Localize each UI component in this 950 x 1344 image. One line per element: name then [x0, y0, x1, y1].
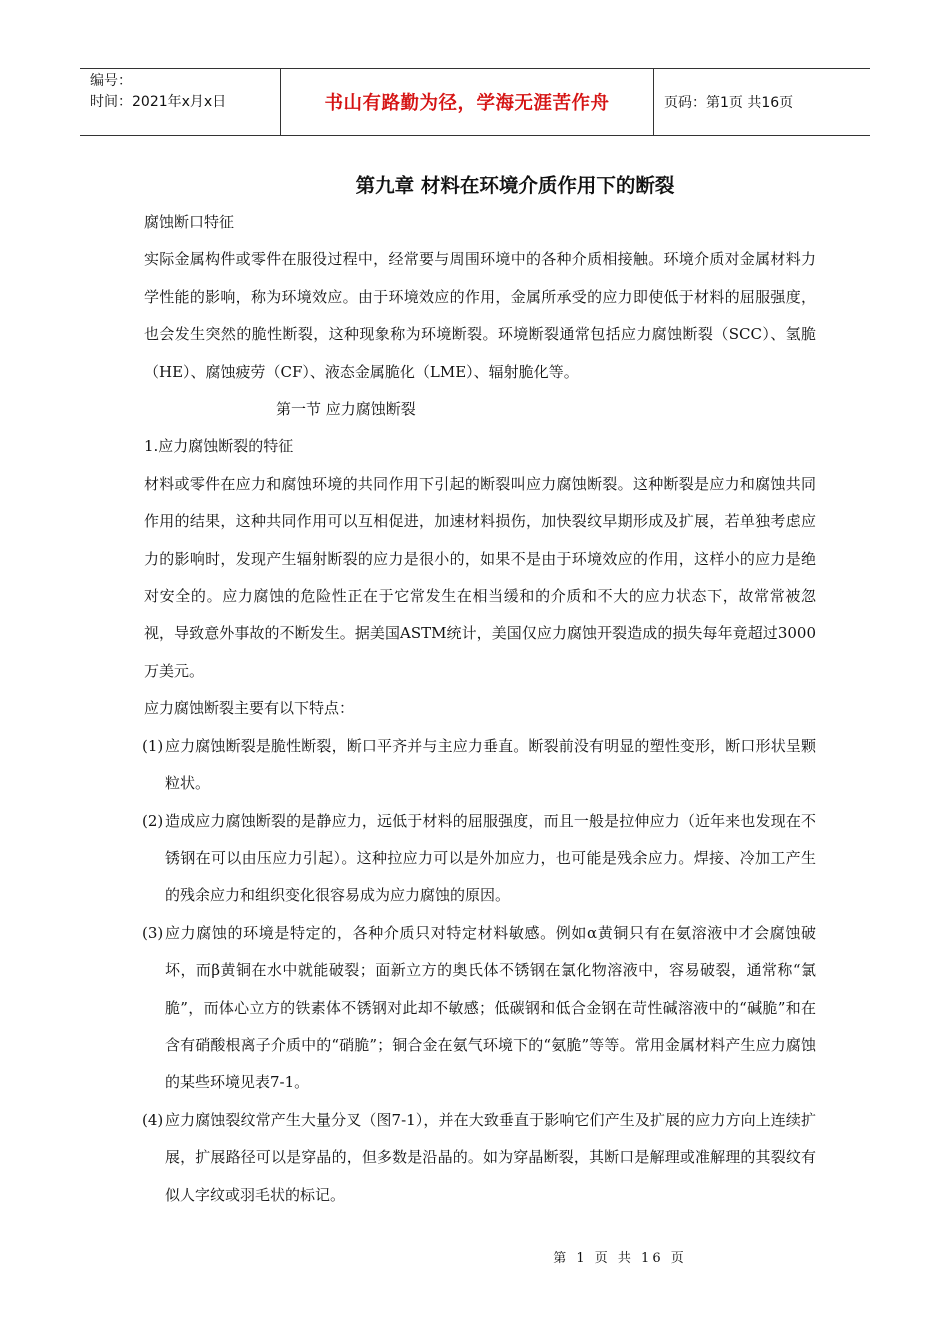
list-item [142, 1102, 816, 1214]
chapter-title: 第九章 材料在环境介质作用下的断裂 [355, 174, 675, 197]
document-body [144, 204, 816, 1214]
intro-paragraph: 实际金属构件或零件在服役过程中，经常要与周围环境中的各种介质相接触。环境介质对金属材料力学性能的影响，称为环境效应。由于环境效应的作用，金属所承受的应力即使低于材料的屈服强度，也会发生突然的脆性断裂，这种现象称为环境断裂。环境断裂通常包括应力腐蚀断裂（SCC）、氢脆（HE）、腐蚀疲劳（CF）、液态金属脆化（LME）、辐射脆化等。 [144, 250, 816, 381]
page-info: 页码：第1页 共16页 [664, 95, 794, 111]
list-item-text: 造成应力腐蚀断裂的是静应力，远低于材料的屈服强度，而且一般是拉伸应力（近年来也发现在不锈钢在可以由压应力引起）。这种拉应力可以是外加应力，也可能是残余应力。焊接、冷加工产生的残余应力和组织变化很容易成为应力腐蚀的原因。 [165, 811, 816, 905]
features-intro: 应力腐蚀断裂主要有以下特点： [144, 699, 355, 718]
list-item [142, 728, 816, 803]
header-table [80, 68, 870, 136]
header-meta-cell [80, 69, 280, 135]
list-item-text: 应力腐蚀裂纹常产生大量分叉（图7-1），并在大致垂直于影响它们产生及扩展的应力方向上连续扩展，扩展路径可以是穿晶的，但多数是沿晶的。如为穿晶断裂，其断口是解理或准解理的其裂纹有似人字纹或羽毛状的标记。 [165, 1110, 816, 1204]
list-item-text: 应力腐蚀的环境是特定的，各种介质只对特定材料敏感。例如α黄铜只有在氨溶液中才会腐蚀破坏，而β黄铜在水中就能破裂；面新立方的奥氏体不锈钢在氯化物溶液中，容易破裂，通常称“氯脆”，而体心立方的铁素体不锈钢对此却不敏感；低碳钢和低合金钢在苛性碱溶液中的“碱脆”和在含有硝酸根离子介质中的“硝脆”；铜合金在氨气环境下的“氨脆”等等。常用金属材料产生应力腐蚀的某些环境见表7-1。 [165, 923, 816, 1092]
list-item [142, 915, 816, 1102]
list-item-text: 应力腐蚀断裂是脆性断裂，断口平齐并与主应力垂直。断裂前没有明显的塑性变形，断口形状呈颗粒状。 [165, 736, 816, 793]
subsection-title: 1.应力腐蚀断裂的特征 [144, 437, 294, 456]
list-item-number: (4) [142, 1110, 164, 1129]
section-heading: 腐蚀断口特征 [144, 213, 235, 231]
header-page-cell [654, 69, 870, 135]
section-1-title: 第一节 应力腐蚀断裂 [276, 400, 416, 419]
list-item [142, 803, 816, 915]
list-item-number: (3) [142, 923, 164, 942]
motto-text: 书山有路勤为径，学海无涯苦作舟 [324, 93, 610, 114]
header-motto-cell [280, 69, 654, 135]
list-item-number: (1) [142, 736, 164, 755]
page-footer: 第 1 页 共 16 页 [553, 1251, 687, 1266]
list-item-number: (2) [142, 811, 164, 830]
date-label: 时间：2021年x月x日 [90, 94, 227, 110]
serial-number-label: 编号： [90, 73, 132, 89]
body-paragraph: 材料或零件在应力和腐蚀环境的共同作用下引起的断裂叫应力腐蚀断裂。这种断裂是应力和腐蚀共同作用的结果，这种共同作用可以互相促进，加速材料损伤，加快裂纹早期形成及扩展，若单独考虑应力的影响时，发现产生辐射断裂的应力是很小的，如果不是由于环境效应的作用，这样小的应力是绝对安全的。应力腐蚀的危险性正在于它常发生在相当缓和的介质和不大的应力状态下，故常常被忽视，导致意外事故的不断发生。据美国ASTM统计，美国仅应力腐蚀开裂造成的损失每年竟超过3000万美元。 [144, 474, 816, 680]
